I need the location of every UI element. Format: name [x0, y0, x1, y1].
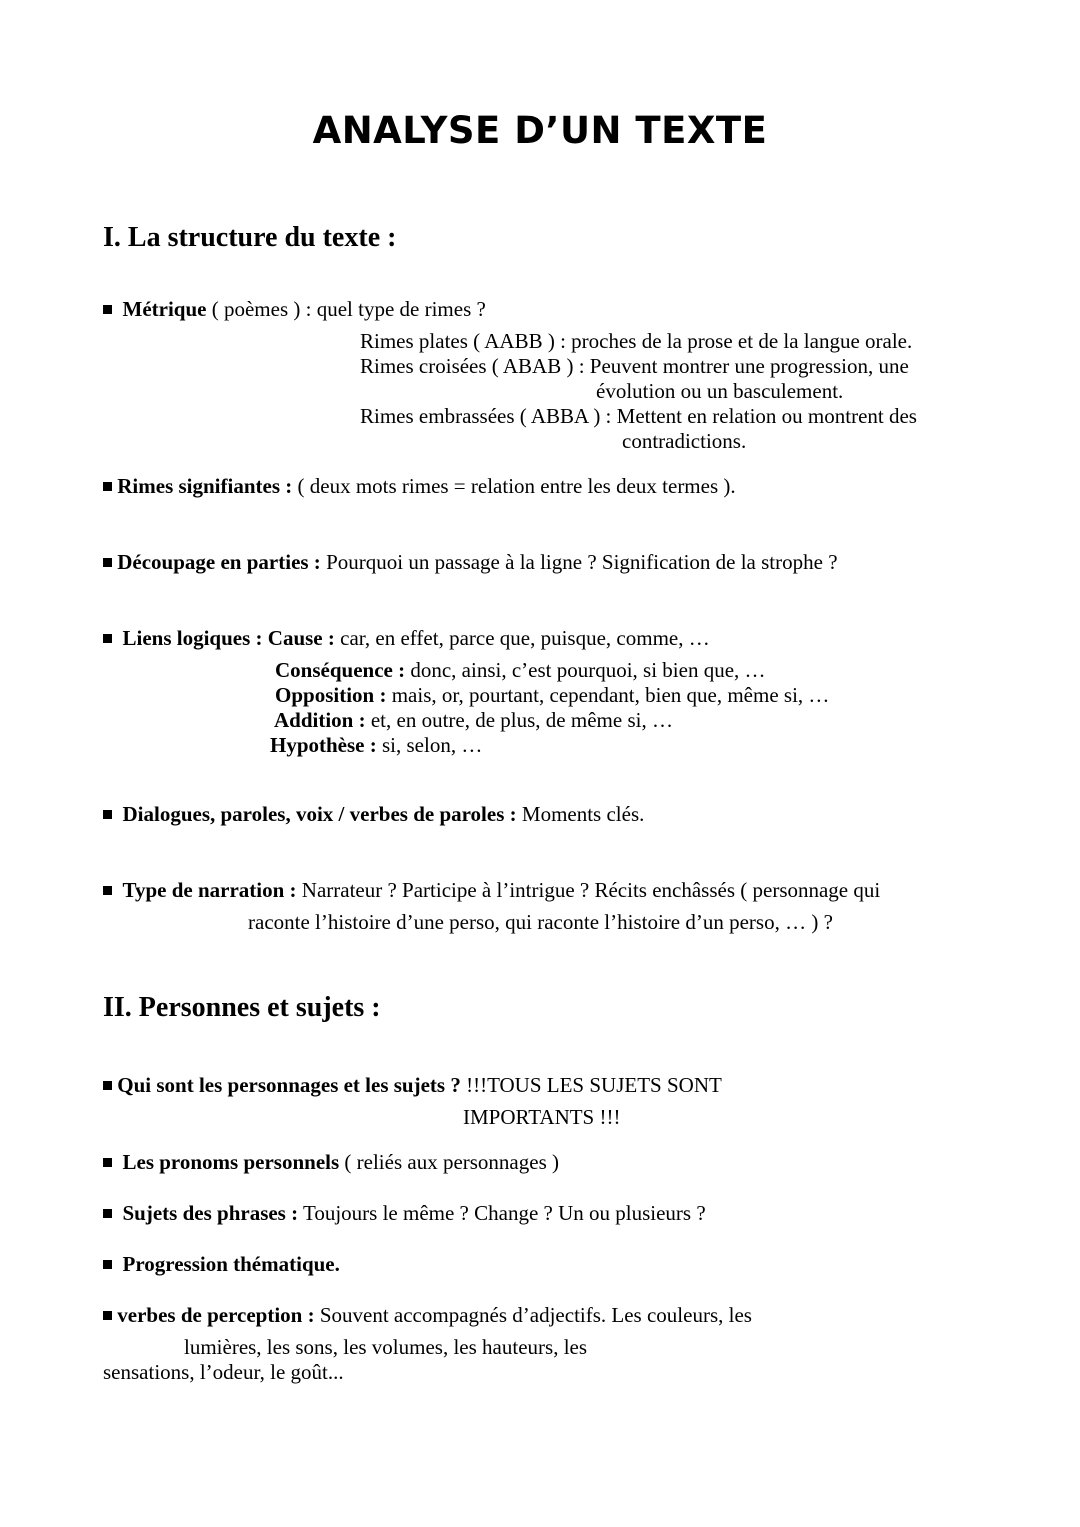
lien-label: Opposition :: [275, 683, 387, 707]
decoupage-item: [103, 552, 838, 573]
lien-text: car, en effet, parce que, puisque, comme, …: [334, 626, 710, 650]
narration-text: Narrateur ? Participe à l’intrigue ? Récits enchâssés ( personnage qui: [296, 878, 881, 902]
lien-line: [274, 710, 673, 731]
sujets-phrases-label: Sujets des phrases :: [122, 1201, 299, 1225]
lien-line: [275, 685, 829, 706]
lien-label: Conséquence :: [275, 658, 406, 682]
lien-text: et, en outre, de plus, de même si, …: [365, 708, 673, 732]
rime-line: Rimes embrassées ( ABBA ) : Mettent en relation ou montrent des: [360, 404, 917, 428]
bullet-square-icon: [103, 634, 112, 643]
lien-label: Addition :: [274, 708, 366, 732]
bullet-square-icon: [103, 1260, 112, 1269]
dialogues-label: Dialogues, paroles, voix / verbes de paroles :: [122, 802, 517, 826]
pronoms-item: [103, 1152, 559, 1173]
bullet-square-icon: [103, 1081, 112, 1090]
bullet-square-icon: [103, 1209, 112, 1218]
section-2-heading: II. Personnes et sujets :: [103, 992, 381, 1023]
lien-text: donc, ainsi, c’est pourquoi, si bien que, …: [405, 658, 766, 682]
rime-line: évolution ou un basculement.: [596, 379, 844, 403]
sujets-phrases-item: [103, 1203, 706, 1224]
perception-item: [103, 1305, 752, 1326]
rime-line: Rimes croisées ( ABAB ) : Peuvent montrer une progression, une: [360, 354, 909, 378]
pronoms-text: ( reliés aux personnages ): [339, 1150, 559, 1174]
rimes-signifiantes-label: Rimes signifiantes :: [117, 474, 293, 498]
lien-text: mais, or, pourtant, cependant, bien que, même si, …: [386, 683, 830, 707]
narration-label: Type de narration :: [122, 878, 297, 902]
metrique-label: Métrique: [122, 297, 207, 321]
bullet-square-icon: [103, 482, 112, 491]
rimes-signifiantes-item: [103, 476, 736, 497]
bullet-square-icon: [103, 810, 112, 819]
lien-line: [275, 660, 766, 681]
section-1-heading: I. La structure du texte :: [103, 222, 397, 253]
narration-item: [103, 880, 880, 901]
perception-continuation: lumières, les sons, les volumes, les hauteurs, les: [184, 1335, 588, 1359]
bullet-square-icon: [103, 558, 112, 567]
liens-logiques-label: Liens logiques :: [122, 626, 263, 650]
perception-text: Souvent accompagnés d’adjectifs. Les couleurs, les: [314, 1303, 752, 1327]
sujets-phrases-text: Toujours le même ? Change ? Un ou plusieurs ?: [298, 1201, 706, 1225]
bullet-square-icon: [103, 305, 112, 314]
personnages-item: [103, 1075, 722, 1096]
perception-label: verbes de perception :: [117, 1303, 315, 1327]
progression-item: [103, 1254, 340, 1275]
lien-text: si, selon, …: [376, 733, 483, 757]
bullet-square-icon: [103, 1311, 112, 1320]
pronoms-label: Les pronoms personnels: [122, 1150, 340, 1174]
perception-continuation: sensations, l’odeur, le goût...: [103, 1360, 344, 1384]
progression-label: Progression thématique.: [122, 1252, 340, 1276]
bullet-square-icon: [103, 886, 112, 895]
rimes-signifiantes-text: ( deux mots rimes = relation entre les deux termes ).: [292, 474, 736, 498]
metrique-item: [103, 299, 486, 320]
metrique-text: ( poèmes ) : quel type de rimes ?: [206, 297, 486, 321]
rime-line: Rimes plates ( AABB ) : proches de la prose et de la langue orale.: [360, 329, 913, 353]
decoupage-text: Pourquoi un passage à la ligne ? Signification de la strophe ?: [320, 550, 838, 574]
dialogues-text: Moments clés.: [516, 802, 645, 826]
rime-line: contradictions.: [622, 429, 747, 453]
narration-continuation: raconte l’histoire d’une perso, qui raconte l’histoire d’un perso, … ) ?: [248, 910, 833, 934]
bullet-square-icon: [103, 1158, 112, 1167]
lien-label: Cause :: [267, 626, 335, 650]
page-title: ANALYSE D’UN TEXTE: [312, 109, 768, 152]
lien-label: Hypothèse :: [270, 733, 377, 757]
liens-logiques-item: [103, 628, 710, 649]
dialogues-item: [103, 804, 644, 825]
lien-line: [270, 735, 482, 756]
personnages-text: !!!TOUS LES SUJETS SONT: [460, 1073, 722, 1097]
personnages-continuation: IMPORTANTS !!!: [463, 1105, 621, 1129]
decoupage-label: Découpage en parties :: [117, 550, 321, 574]
personnages-label: Qui sont les personnages et les sujets ?: [117, 1073, 461, 1097]
